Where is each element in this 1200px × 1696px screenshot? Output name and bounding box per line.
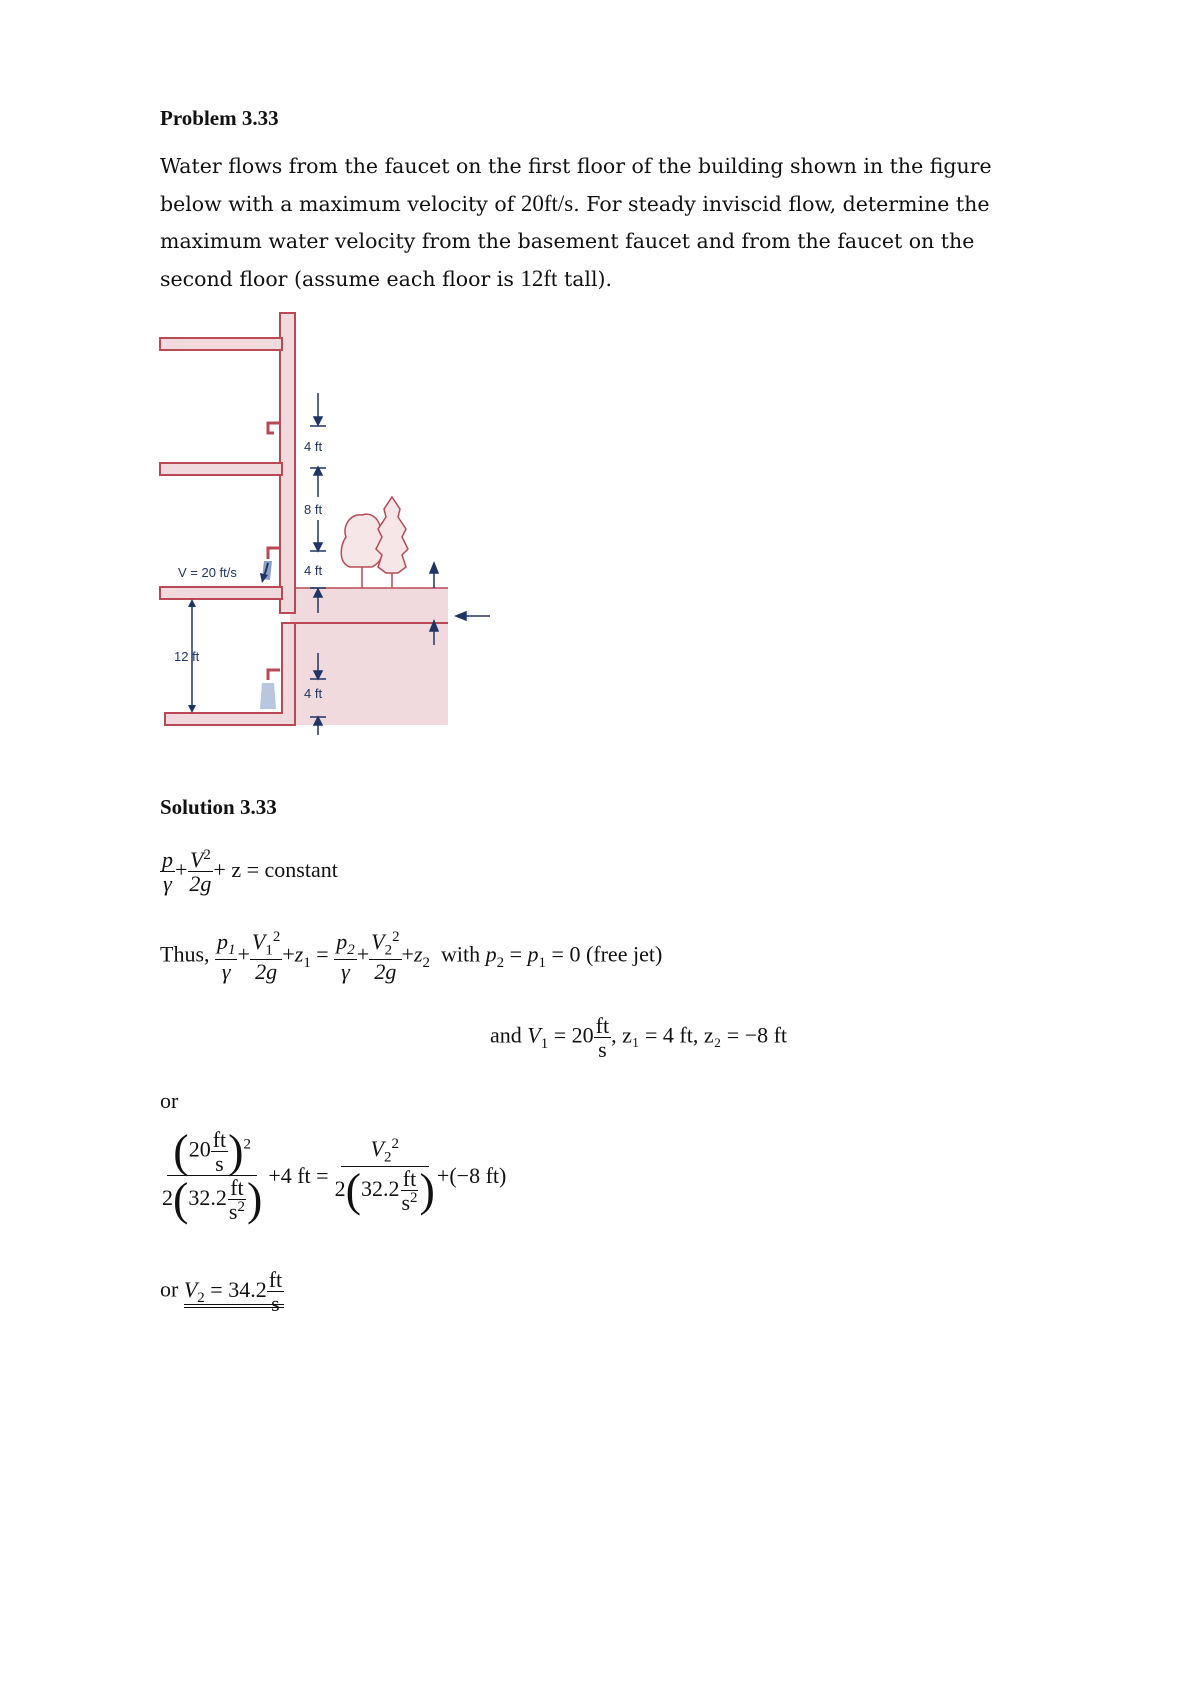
velocity-value: 20ft/s — [520, 191, 574, 216]
floor-top — [160, 338, 282, 350]
result-equation: or $V_2 = 34.2$ $\frac{ft}{s}$ — [160, 1267, 283, 1317]
tree-icon — [341, 497, 408, 588]
or-text-1: or — [160, 1088, 179, 1113]
substitution-equation: (20 $\frac{ft}{s}$ )$^2$ 2(32.2 $\frac{ft}{s^2}$ ) +4 ft = $V_2^2$ 2(32.2 $\frac{ft}{s^2}$ ) +(−8 ft) — [162, 1125, 507, 1225]
dim-top-label: 4 ft — [304, 439, 323, 454]
height-label: 12 ft — [174, 649, 200, 664]
dim-mid-label: 8 ft — [304, 502, 323, 517]
problem-statement — [160, 148, 1040, 298]
basement-wall — [165, 623, 295, 725]
floor-height-value: 12ft — [520, 266, 558, 291]
building-figure — [150, 305, 510, 745]
problem-text-3: tall). — [557, 267, 613, 291]
faucet-first-floor — [268, 548, 280, 559]
faucet-second-floor — [268, 423, 280, 433]
bernoulli-equation: $\frac{p}{\gamma}$ + $\frac{V^2}{2g}$ + z = constant — [162, 847, 338, 897]
floor-second — [160, 463, 282, 475]
water-jet-basement — [260, 683, 276, 709]
solution-title: Solution 3.33 — [160, 795, 277, 819]
thus-equation: Thus, $\frac{p_1}{\gamma}$ + $\frac{V_1^2}{2g}$ $+z_1$ = $\frac{p_2}{\gamma}$ + $\frac{V_2^2}{2g}$ $+z_2$ with $p_2 = p_1 = 0$ (free jet) — [160, 929, 663, 985]
given-values: and $V_1 = 20$ $\frac{ft}{s}$ , z₁ = 4 ft, z₂ = −8 ft — [490, 1013, 788, 1063]
dim-first-label: 4 ft — [304, 563, 323, 578]
faucet-basement — [268, 670, 280, 680]
ground-fill — [290, 588, 448, 725]
problem-text-1: Water flows from the faucet on the first floor of the building shown in the figure below with a maximum velocity of — [160, 154, 992, 216]
dim-base-label: 4 ft — [304, 686, 323, 701]
problem-title: Problem 3.33 — [160, 106, 279, 130]
problem-text-2: . For steady inviscid flow, determine the maximum water velocity from the basement faucet and from the faucet on the second floor (assume each floor is — [160, 192, 990, 291]
floor-first — [160, 587, 282, 599]
velocity-label: V = 20 ft/s — [178, 565, 237, 580]
